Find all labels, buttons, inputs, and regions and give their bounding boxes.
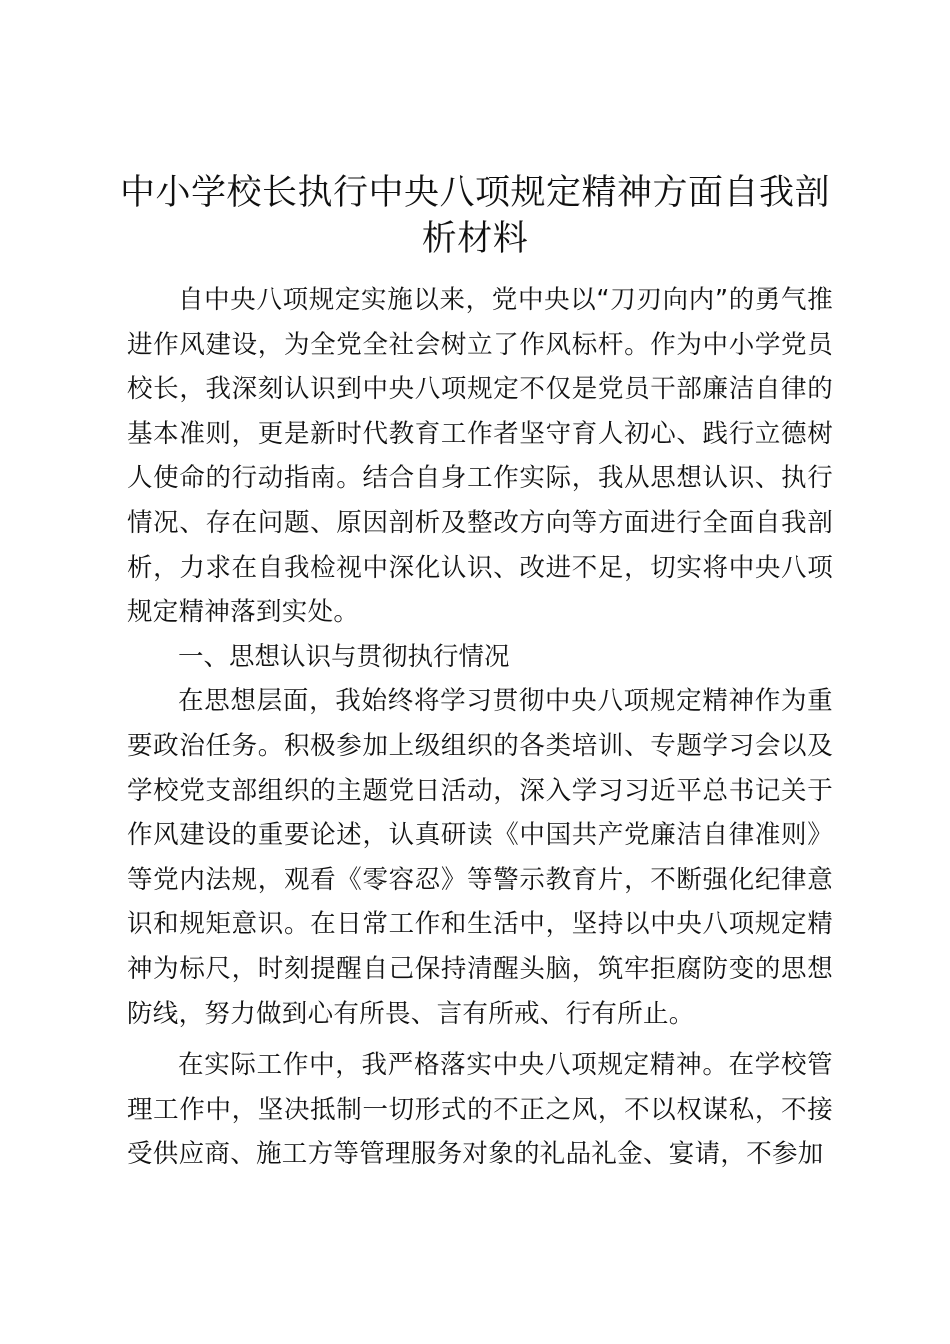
document-body xyxy=(127,278,833,1177)
body-paragraph-1: 在思想层面，我始终将学习贯彻中央八项规定精神作为重要政治任务。积极参加上级组织的各类培训、专题学习会以及学校党支部组织的主题党日活动，深入学习习近平总书记关于作风建设的重要论述，认真研读《中国共产党廉洁自律准则》等党内法规，观看《零容忍》等警示教育片，不断强化纪律意识和规矩意识。在日常工作和生活中，坚持以中央八项规定精神为标尺，时刻提醒自己保持清醒头脑，筑牢拒腐防变的思想防线，努力做到心有所畏、言有所戒、行有所止。 xyxy=(127,686,833,1029)
body-paragraph-2: 在实际工作中，我严格落实中央八项规定精神。在学校管理工作中，坚决抵制一切形式的不正之风，不以权谋私，不接受供应商、施工方等管理服务对象的礼品礼金、宴请，不参加 xyxy=(127,1050,833,1170)
document-title: 中小学校长执行中央八项规定精神方面自我剖析材料 xyxy=(119,173,830,259)
intro-paragraph: 自中央八项规定实施以来，党中央以“刀刃向内”的勇气推进作风建设，为全党全社会树立了作风标杆。作为中小学党员校长，我深刻认识到中央八项规定不仅是党员干部廉洁自律的基本准则，更是新时代教育工作者坚守育人初心、践行立德树人使命的行动指南。结合自身工作实际，我从思想认识、执行情况、存在问题、原因剖析及整改方向等方面进行全面自我剖析，力求在自我检视中深化认识、改进不足，切实将中央八项规定精神落到实处。 xyxy=(127,285,833,628)
section-heading: 一、思想认识与贯彻执行情况 xyxy=(178,641,510,672)
paragraph-gap xyxy=(127,1036,833,1043)
